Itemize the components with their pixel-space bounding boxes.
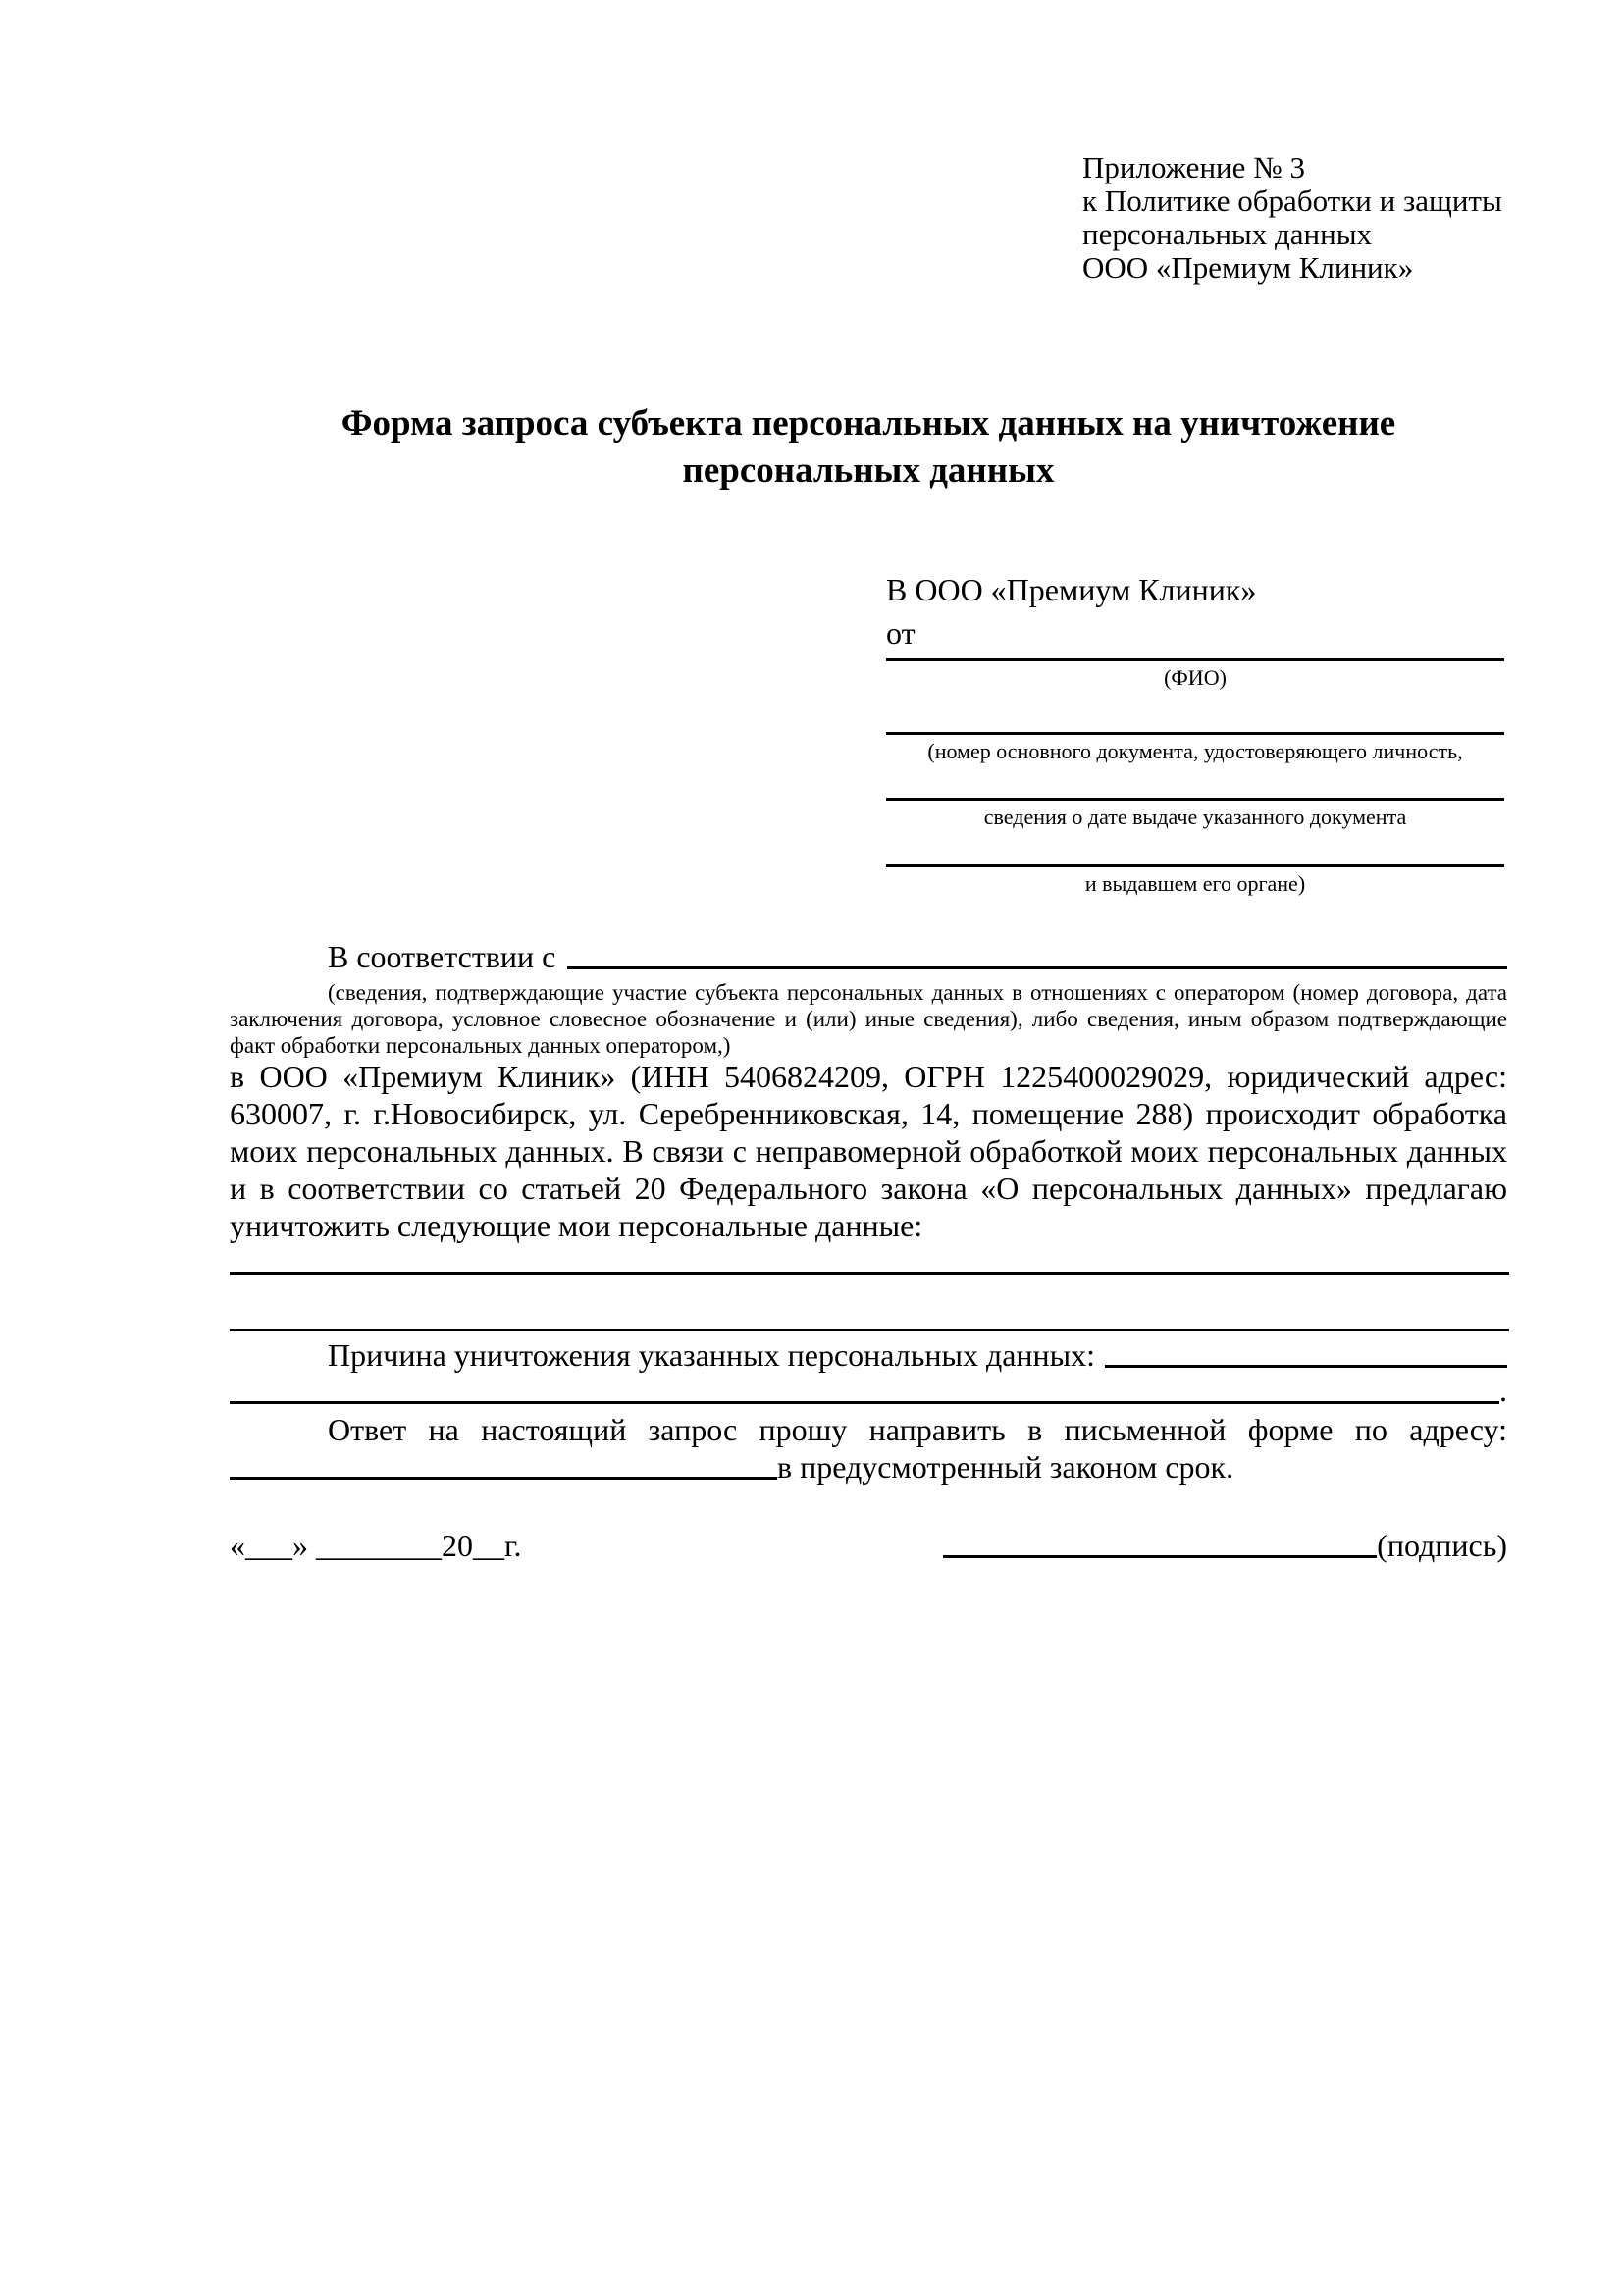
footer-row (230, 1525, 1507, 1564)
accordance-field-line (567, 966, 1507, 969)
date-field: «___» ________20__г. (230, 1528, 522, 1563)
addressee-to: В ООО «Премиум Клиник» (886, 572, 1257, 607)
signature-group (943, 1527, 1507, 1564)
reason-continuation-line (230, 1401, 1499, 1404)
answer-sentence: Ответ на настоящий запрос прошу направить в письменной форме по адресу: (328, 1412, 1507, 1447)
address-field-line (230, 1477, 777, 1480)
doc-number-field-line (886, 732, 1504, 735)
fio-field-line (886, 658, 1504, 661)
personal-data-field-line-2 (230, 1329, 1509, 1331)
header-note-line-1: Приложение № 3 (1082, 150, 1305, 184)
fio-caption: (ФИО) (1164, 665, 1227, 690)
doc-issuer-caption: и выдавшем его органе) (1084, 871, 1306, 896)
doc-issuer-field-line (886, 864, 1504, 867)
from-label: от (886, 615, 916, 651)
document-title-line-1: Форма запроса субъекта персональных данных на уничтожение (340, 403, 1396, 444)
accordance-row (230, 936, 1507, 975)
sentence-period: . (1499, 1373, 1507, 1408)
reason-row (230, 1334, 1507, 1374)
doc-date-caption: сведения о дате выдаче указанного документа (983, 805, 1407, 829)
doc-number-caption: (номер основного документа, удостоверяющего личность, (927, 739, 1463, 763)
accordance-label: В соответствии с (328, 939, 556, 974)
document-title (230, 400, 1507, 495)
personal-data-field-line-1 (230, 1272, 1509, 1275)
address-row (230, 1446, 1507, 1486)
reason-continuation-row (230, 1370, 1507, 1409)
signature-caption: (подпись) (1377, 1528, 1507, 1563)
reason-field-line (1105, 1365, 1507, 1368)
signature-field-line (943, 1555, 1377, 1558)
accordance-note: (сведения, подтверждающие участие субъекта персональных данных в отношениях с оператором (номер договора, дата заключения договора, условное словесное обозначение и (или) иные сведения), либо сведения, иным образом подтверждающие факт обработки персональных данных оператором,) (230, 980, 1507, 1058)
header-note (1082, 151, 1502, 285)
answer-suffix: в предусмотренный законом срок. (777, 1449, 1234, 1485)
header-note-line-2: к Политике обработки и защиты (1082, 183, 1502, 218)
main-paragraph: в ООО «Премиум Клиник» (ИНН 5406824209, ОГРН 1225400029029, юридический адрес: 630007, г. г.Новосибирск, ул. Серебренниковская, 14, помещение 288) происходит обработка моих персональных данных. В связи с неправомерной обработкой моих персональных данных и в соответствии со статьей 20 Федерального закона «О персональных данных» предлагаю уничтожить следующие мои персональные данные: (230, 1059, 1507, 1243)
reason-label: Причина уничтожения указанных персональных данных: (328, 1337, 1096, 1373)
header-note-line-3: персональных данных (1082, 217, 1373, 251)
document-title-line-2: персональных данных (682, 450, 1055, 491)
header-note-line-4: ООО «Премиум Клиник» (1082, 250, 1414, 285)
doc-date-field-line (886, 798, 1504, 801)
